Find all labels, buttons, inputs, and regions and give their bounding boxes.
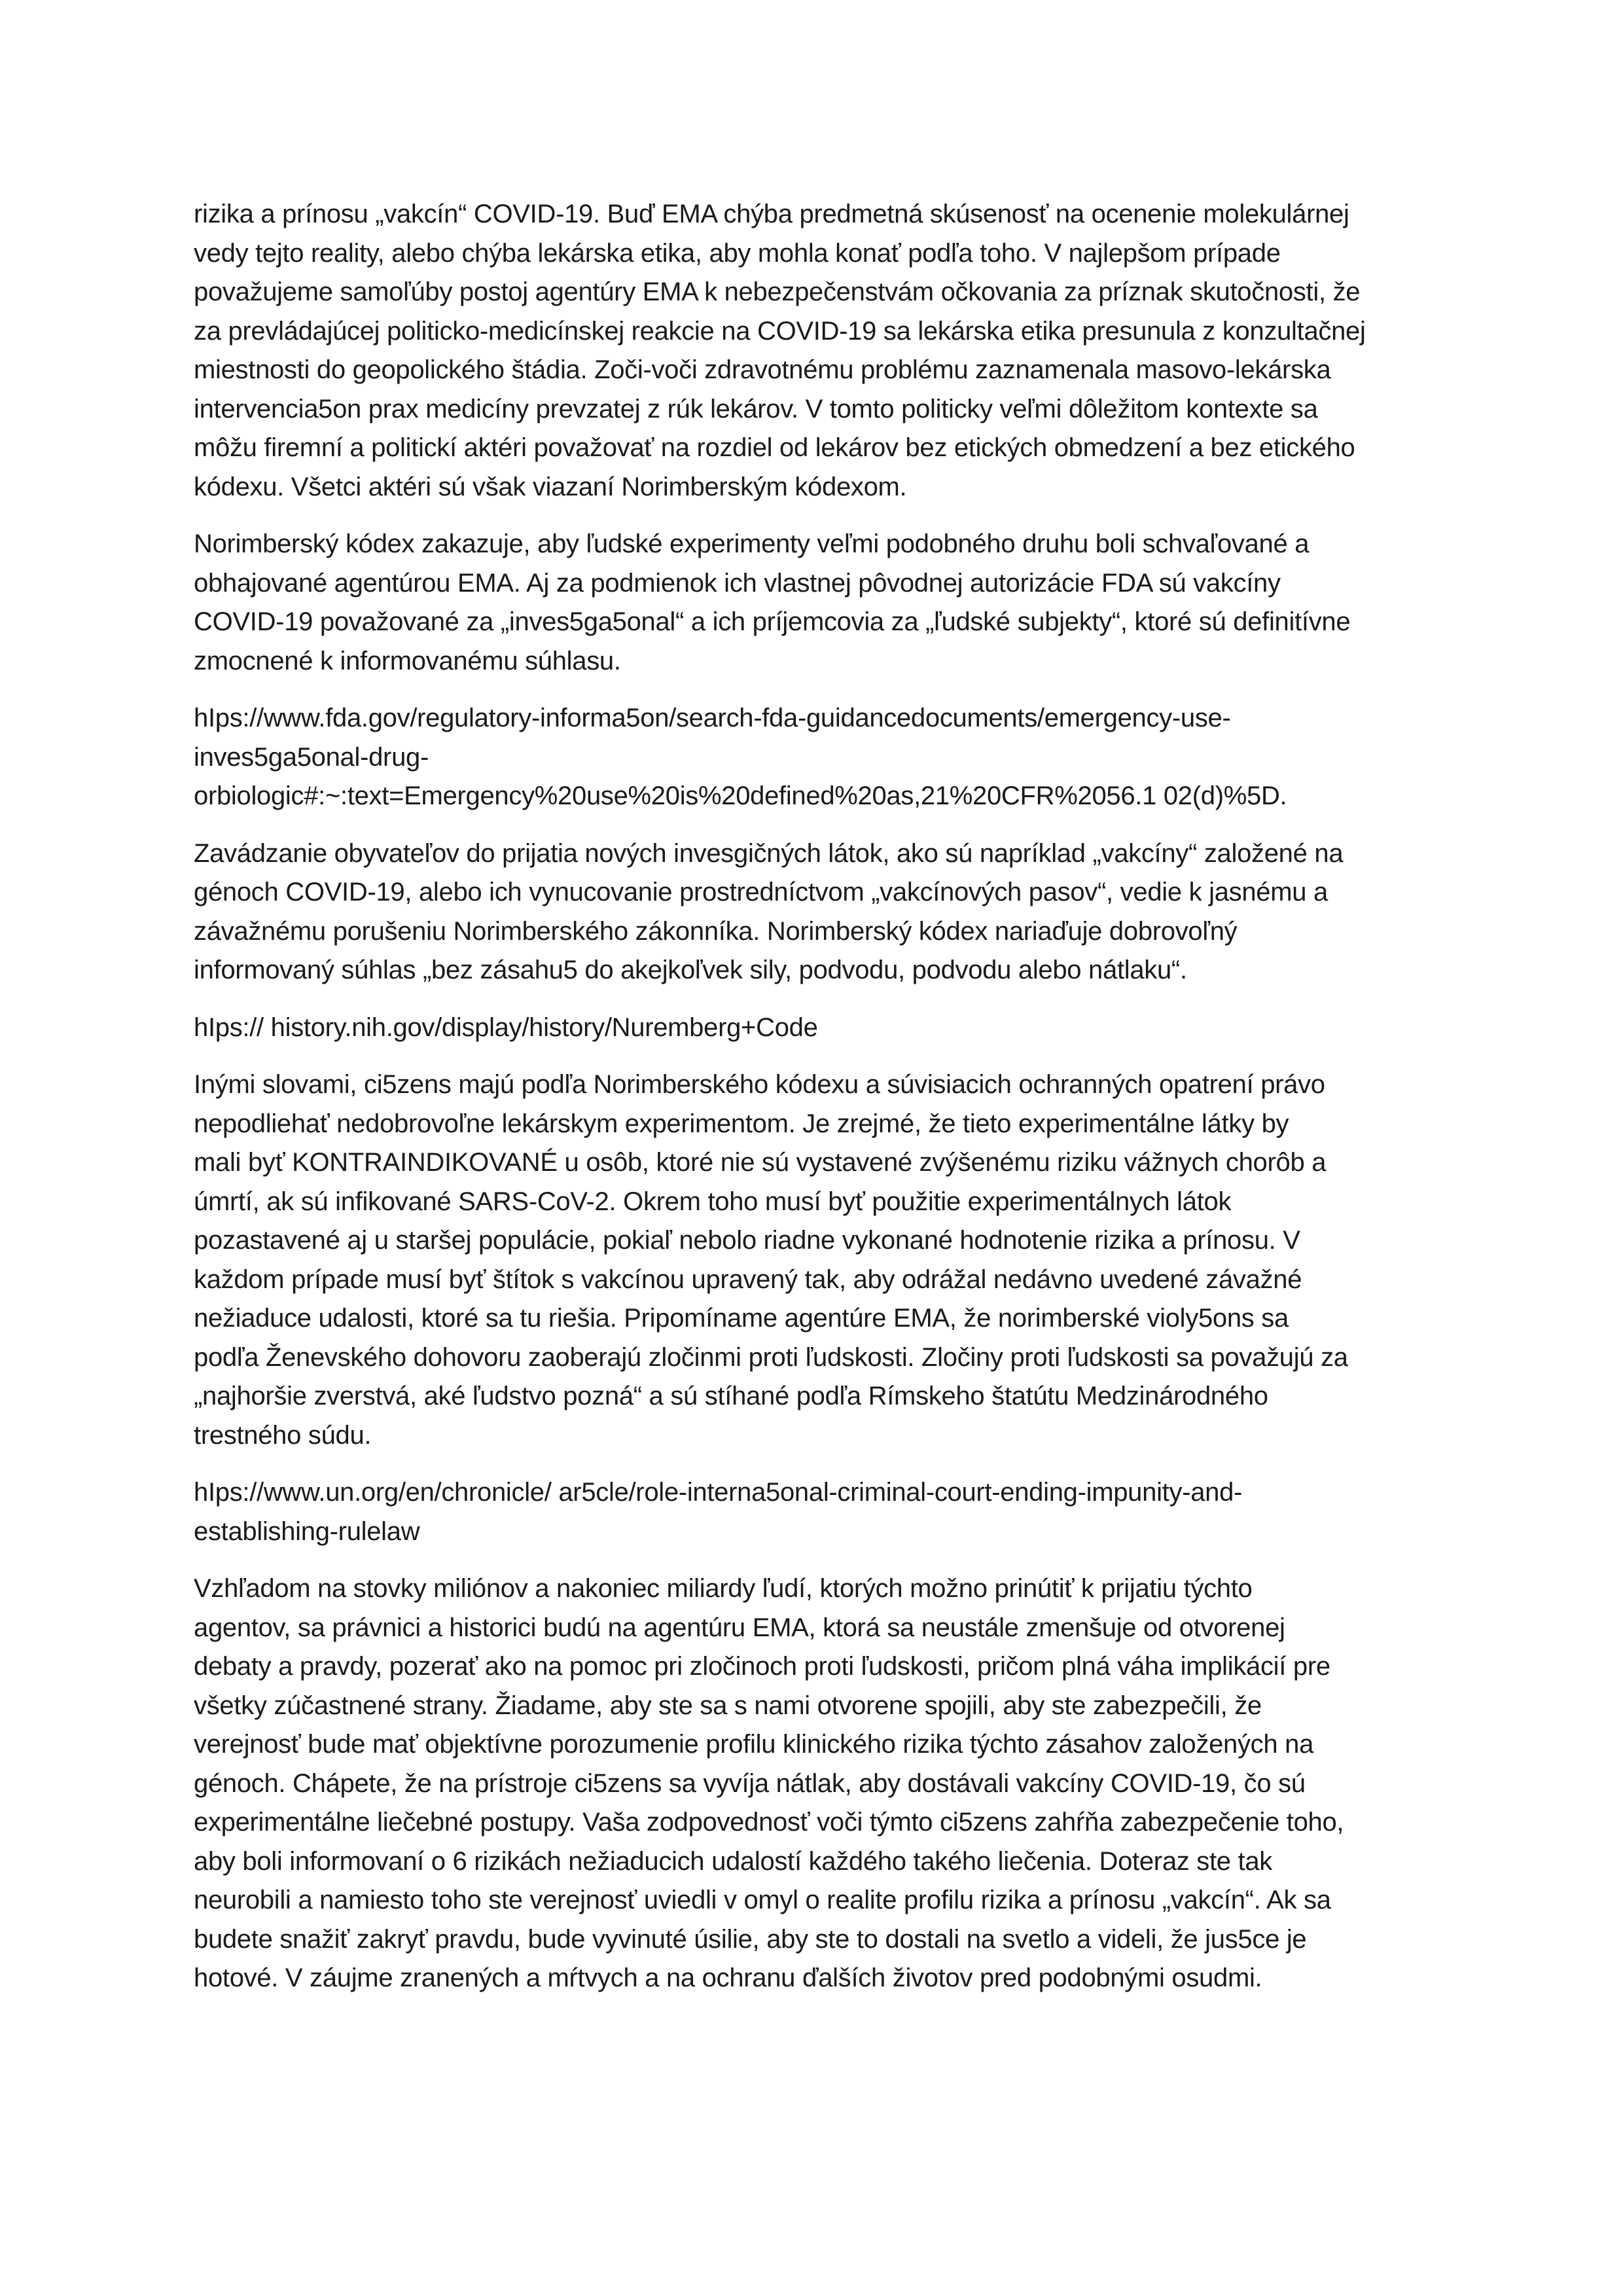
- text-line: všetky zúčastnené strany. Žiadame, aby ste sa s nami otvorene spojili, aby ste zabezpečili, že: [194, 1691, 1262, 1720]
- paragraph-vaccine-passports: [194, 834, 1437, 990]
- text-line: verejnosť bude mať objektívne porozumenie profilu klinického rizika týchto zásahov založených na: [194, 1730, 1314, 1759]
- text-line: obhajované agentúrou EMA. Aj za podmienok ich vlastnej pôvodnej autorizácie FDA sú vakcíny: [194, 568, 1281, 598]
- text-line: každom prípade musí byť štítok s vakcínou upravený tak, aby odrážal nedávno uvedené závažné: [194, 1265, 1302, 1294]
- text-line: hIps:// history.nih.gov/display/history/Nuremberg+Code: [194, 1013, 818, 1042]
- text-line: miestnosti do geopolického štádia. Zoči-voči zdravotnému problému zaznamenala masovo-lekárska: [194, 355, 1331, 384]
- text-line: hIps://www.un.org/en/chronicle/ ar5cle/role-interna5onal-criminal-court-ending-impunity-and-: [194, 1478, 1243, 1507]
- text-line: debaty a pravdy, pozerať ako na pomoc pri zločinoch proti ľudskosti, pričom plná váha implikácií pre: [194, 1652, 1330, 1681]
- text-line: nežiaduce udalosti, ktoré sa tu riešia. Pripomíname agentúre EMA, že norimberské violy5ons sa: [194, 1304, 1289, 1333]
- text-line: pozastavené aj u staršej populácie, pokiaľ nebolo riadne vykonané hodnotenie rizika a prínosu. V: [194, 1226, 1300, 1255]
- text-line: za prevládajúcej politicko-medicínskej reakcie na COVID-19 sa lekárska etika presunula z konzultačnej: [194, 316, 1366, 346]
- text-line: zmocnené k informovanému súhlasu.: [194, 646, 621, 675]
- text-line: agentov, sa právnici a historici budú na agentúru EMA, ktorá sa neustále zmenšuje od otvorenej: [194, 1613, 1285, 1642]
- text-line: podľa Ženevského dohovoru zaoberajú zločinmi proti ľudskosti. Zločiny proti ľudskosti sa považujú za: [194, 1342, 1348, 1372]
- text-line: považujeme samoľúby postoj agentúry EMA k nebezpečenstvám očkovania za príznak skutočnosti, že: [194, 278, 1361, 306]
- paragraph-nuremberg-code: [194, 525, 1437, 681]
- text-line: závažnému porušeniu Norimberského zákonníka. Norimberský kódex nariaďuje dobrovoľný: [194, 916, 1238, 946]
- text-line: kódexu. Všetci aktéri sú však viazaní Norimberským kódexom.: [194, 472, 907, 501]
- text-line: hotové. V záujme zranených a mŕtvych a na ochranu ďalších životov pred podobnými osudmi.: [194, 1964, 1262, 1992]
- paragraph-citizens-rights: [194, 1066, 1437, 1455]
- text-line: úmrtí, ak sú infikované SARS-CoV-2. Okrem toho musí byť použitie experimentálnych látok: [194, 1187, 1232, 1216]
- text-line: intervencia5on prax medicíny prevzatej z rúk lekárov. V tomto politicky veľmi dôležitom kontexte sa: [194, 394, 1318, 423]
- text-line: neurobili a namiesto toho ste verejnosť uviedli v omyl o realite profilu rizika a prínosu „vakcín“. Ak sa: [194, 1886, 1331, 1914]
- text-line: nepodliehať nedobrovoľne lekárskym experimentom. Je zrejmé, že tieto experimentálne látky by: [194, 1109, 1289, 1138]
- text-line: génoch. Chápete, že na prístroje ci5zens sa vyvíja nátlak, aby dostávali vakcíny COVID-19, čo sú: [194, 1768, 1306, 1798]
- paragraph-ema-ethics: [194, 195, 1437, 507]
- document-body: [194, 195, 1437, 2017]
- text-line: Inými slovami, ci5zens majú podľa Norimberského kódexu a súvisiacich ochranných opatrení právo: [194, 1070, 1325, 1099]
- text-line: orbiologic#:~:text=Emergency%20use%20is%20defined%20as,21%20CFR%2056.1 02(d)%5D.: [194, 781, 1287, 810]
- text-line: Zavádzanie obyvateľov do prijatia nových invesgičných látok, ako sú napríklad „vakcíny“ založené na: [194, 838, 1344, 868]
- text-line: génoch COVID-19, alebo ich vynucovanie prostredníctvom „vakcínových pasov“, vedie k jasnému a: [194, 878, 1328, 906]
- text-line: vedy tejto reality, alebo chýba lekárska etika, aby mohla konať podľa toho. V najlepšom prípade: [194, 238, 1281, 268]
- text-line: hIps://www.fda.gov/regulatory-informa5on/search-fda-guidancedocuments/emergency-use-: [194, 704, 1231, 732]
- text-line: Norimberský kódex zakazuje, aby ľudské experimenty veľmi podobného druhu boli schvaľované a: [194, 529, 1310, 558]
- text-line: mali byť KONTRAINDIKOVANÉ u osôb, ktoré nie sú vystavené zvýšenému riziku vážnych chorôb a: [194, 1148, 1327, 1177]
- paragraph-closing-demand: [194, 1570, 1437, 1998]
- text-line: informovaný súhlas „bez zásahu5 do akejkoľvek sily, podvodu, podvodu alebo nátlaku“.: [194, 956, 1187, 984]
- text-line: „najhoršie zverstvá, aké ľudstvo pozná“ a sú stíhané podľa Rímskeho štatútu Medzinárodného: [194, 1382, 1268, 1410]
- text-line: rizika a prínosu „vakcín“ COVID-19. Buď EMA chýba predmetná skúsenosť na ocenenie molekulárnej: [194, 200, 1349, 228]
- text-line: Vzhľadom na stovky miliónov a nakoniec miliardy ľudí, ktorých možno prinútiť k prijatiu týchto: [194, 1574, 1253, 1603]
- text-line: COVID-19 považované za „inves5ga5onal“ a ich príjemcovia za „ľudské subjekty“, ktoré sú definitívne: [194, 607, 1351, 636]
- paragraph-nih-link: [194, 1009, 1437, 1048]
- paragraph-un-link: [194, 1473, 1437, 1551]
- text-line: establishing-rulelaw: [194, 1516, 420, 1546]
- text-line: trestného súdu.: [194, 1420, 372, 1450]
- text-line: budete snažiť zakryť pravdu, bude vyvinuté úsilie, aby ste to dostali na svetlo a videli, že jus5ce je: [194, 1924, 1307, 1954]
- text-line: experimentálne liečebné postupy. Vaša zodpovednosť voči týmto ci5zens zahŕňa zabezpečenie toho,: [194, 1808, 1344, 1837]
- text-line: inves5ga5onal-drug-: [194, 742, 429, 772]
- text-line: môžu firemní a politickí aktéri považovať na rozdiel od lekárov bez etických obmedzení a bez etického: [194, 433, 1355, 462]
- text-line: aby boli informovaní o 6 rizikách nežiaducich udalostí každého takého liečenia. Doteraz ste tak: [194, 1846, 1273, 1876]
- paragraph-fda-link: [194, 699, 1437, 816]
